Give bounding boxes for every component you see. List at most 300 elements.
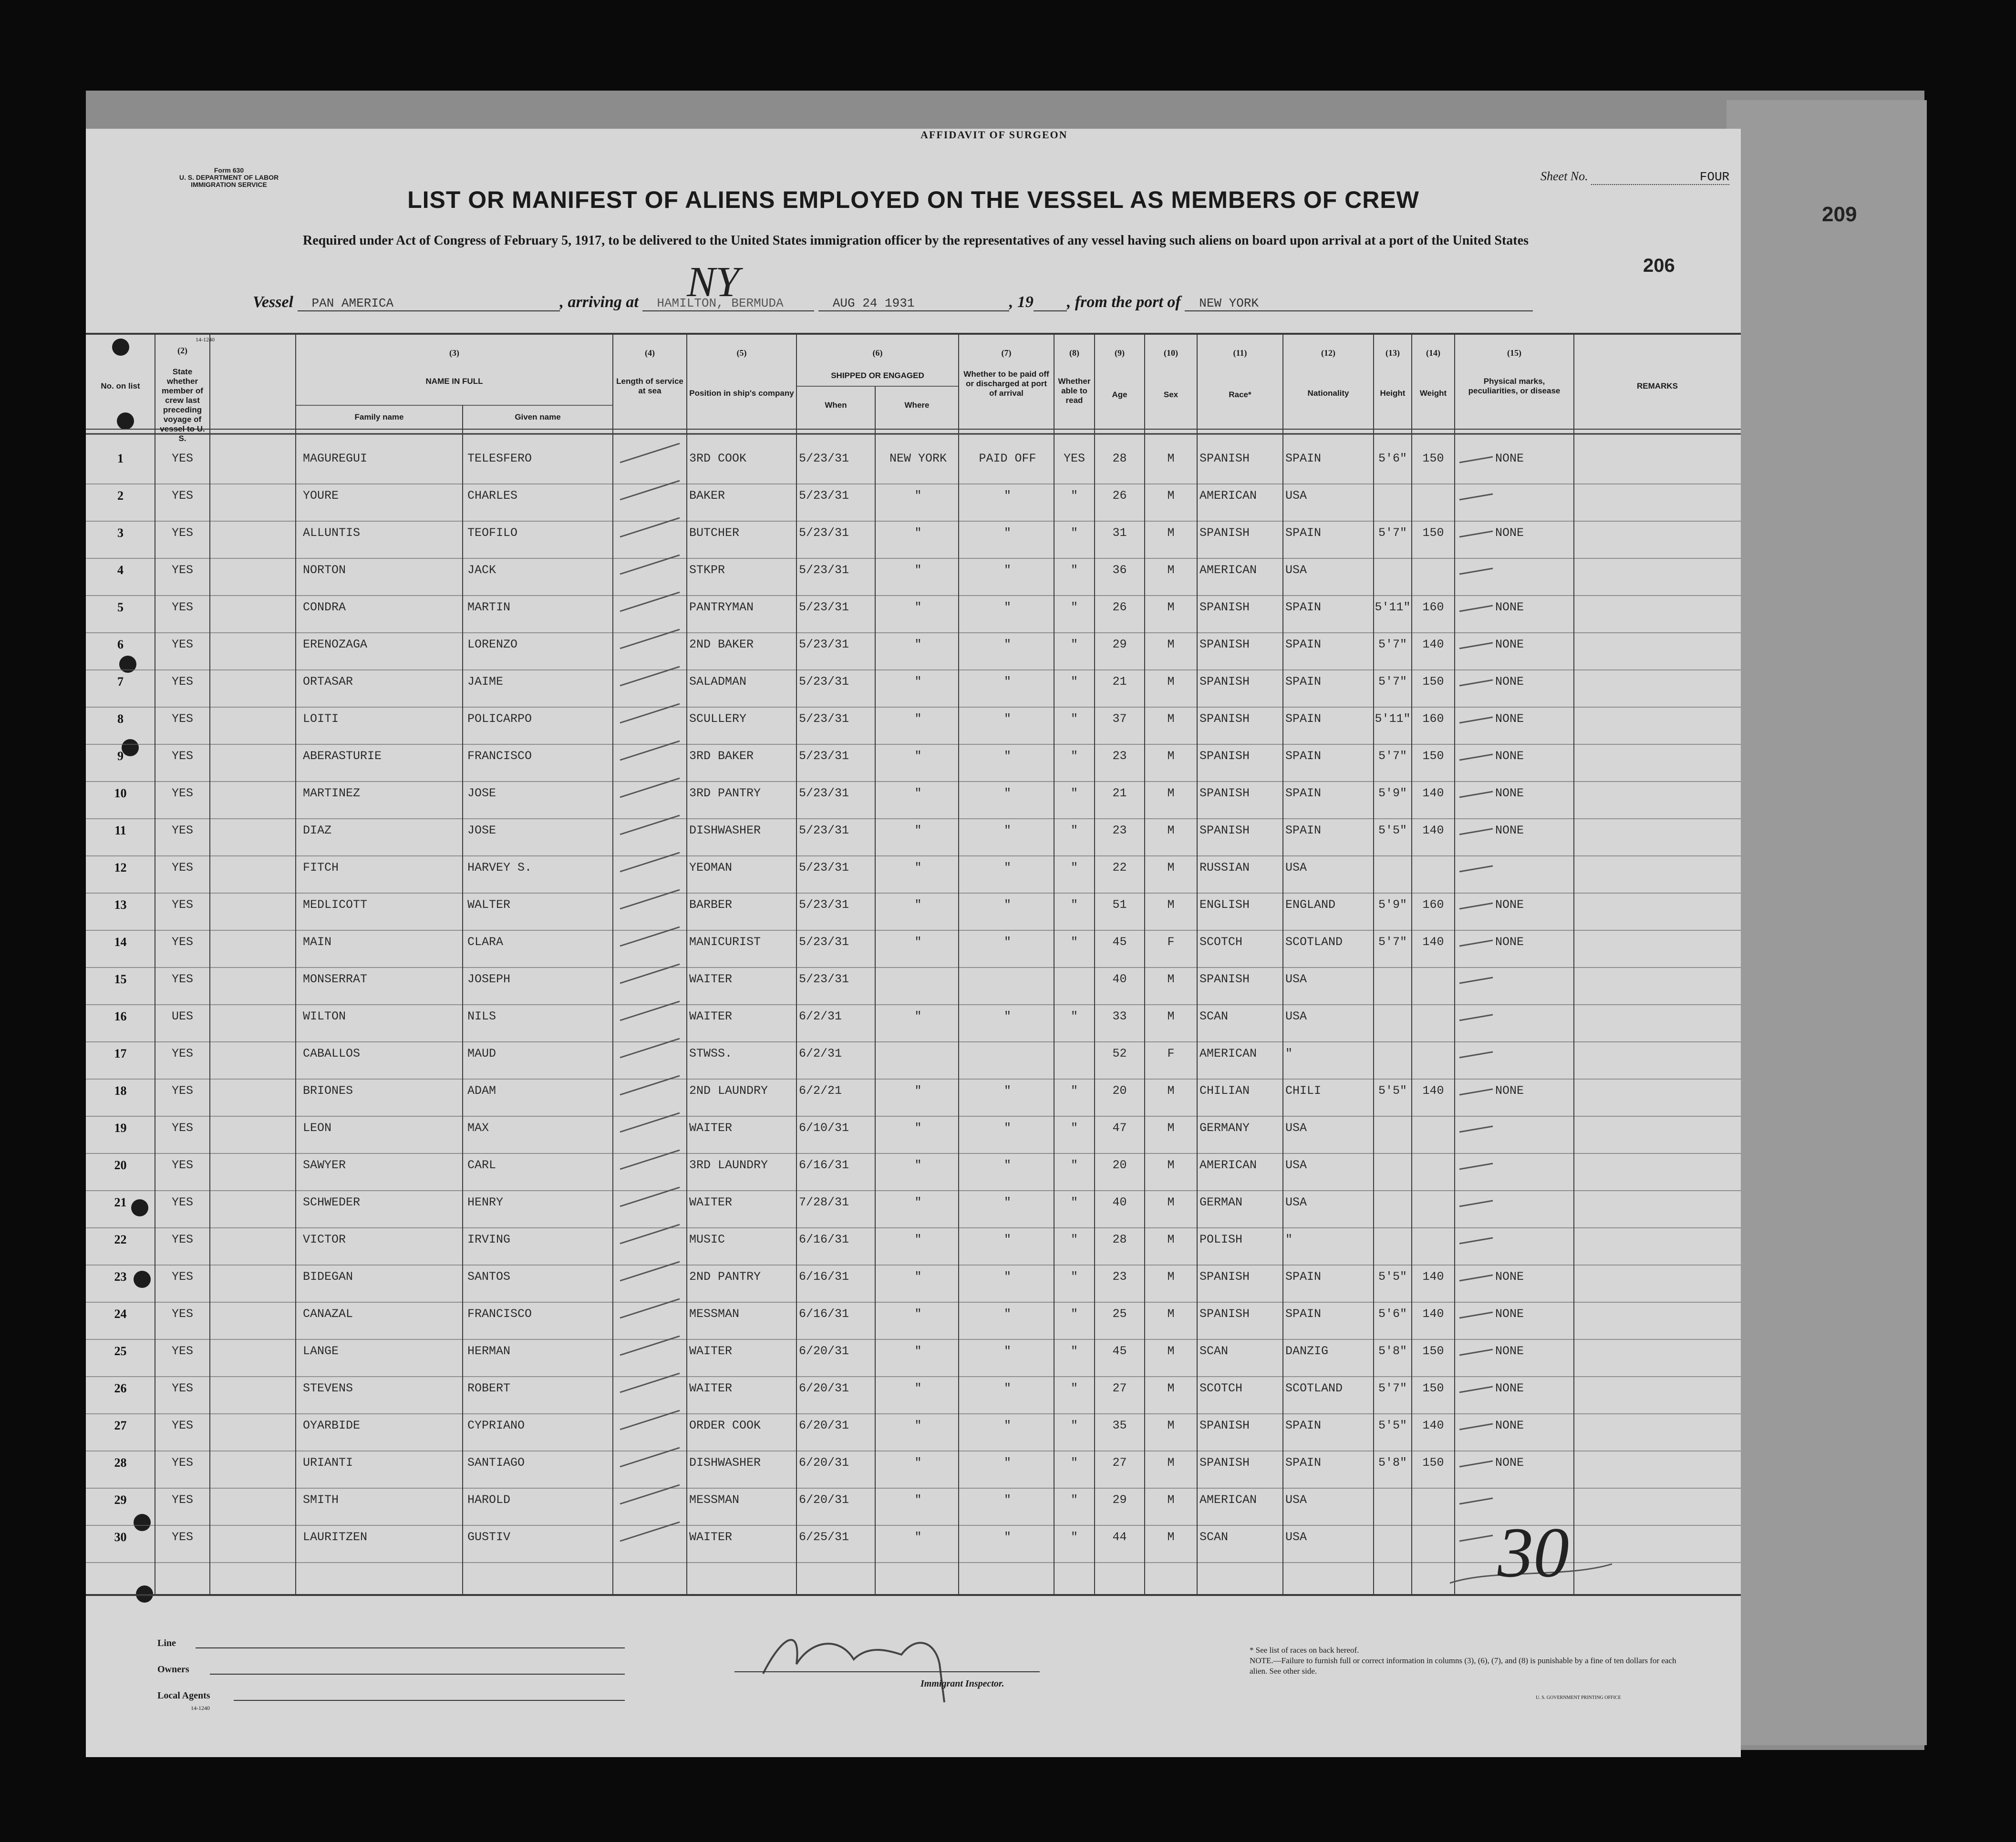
cell-age: 27 [1112,1456,1127,1470]
cell-paid: " [1003,1195,1011,1209]
cell-sex: M [1167,1456,1175,1470]
cell-read: " [1070,786,1078,800]
cell-paid: " [1003,675,1011,689]
table-row [86,515,1741,553]
cell-position: STWSS. [689,1047,733,1060]
cell-nat: SPAIN [1285,1419,1322,1432]
table-row [86,962,1741,999]
cell-prev: YES [171,1381,193,1395]
cell-where: " [914,861,922,875]
col13-number: (13) [1385,348,1400,358]
cell-no: 13 [114,898,127,912]
cell-nat: SPAIN [1285,786,1322,800]
manifest-sheet [86,129,1741,1757]
cell-where: " [914,638,922,651]
cell-sex: M [1167,786,1175,800]
cell-given: JAIME [467,675,504,689]
cell-position: WAITER [689,972,733,986]
cell-where: " [914,712,922,726]
cell-read: " [1070,1009,1078,1023]
cell-no: 9 [117,749,124,763]
cell-when: 6/20/31 [799,1419,849,1432]
cell-height: 5'5" [1378,1084,1407,1098]
table-row [86,999,1741,1036]
cell-sex: M [1167,1344,1175,1358]
cell-where: " [914,1270,922,1284]
footer-note-star: * See list of races on back hereof. [1250,1646,1359,1655]
table-row [86,1073,1741,1111]
arriving-port: HAMILTON, BERMUDA [642,296,814,311]
cell-race: CHILIAN [1199,1084,1250,1098]
cell-nat: ENGLAND [1285,898,1336,912]
cell-paid: " [1003,1307,1011,1321]
cell-given: MAX [467,1121,489,1135]
cell-family: SMITH [303,1493,339,1507]
col2-header: State whether member of crew last preceding voyage of vessel to U. S. [160,367,205,443]
cell-when: 5/23/31 [799,600,849,614]
col3-number: (3) [449,348,459,358]
cell-family: LEON [303,1121,332,1135]
cell-where: " [914,1307,922,1321]
cell-given: HARVEY S. [467,861,532,875]
cell-family: CANAZAL [303,1307,353,1321]
col6-header: SHIPPED OR ENGAGED [831,371,924,380]
cell-nat: SPAIN [1285,638,1322,651]
table-row [86,664,1741,701]
cell-race: SCOTCH [1199,1381,1243,1395]
cell-where: " [914,1381,922,1395]
table-row [86,1445,1741,1482]
cell-nat: CHILI [1285,1084,1322,1098]
cell-nat: USA [1285,1493,1307,1507]
cell-age: 28 [1112,452,1127,465]
cell-age: 33 [1112,1009,1127,1023]
cell-weight: 160 [1422,898,1444,912]
cell-age: 23 [1112,749,1127,763]
cell-prev: YES [171,1493,193,1507]
cell-given: ADAM [467,1084,496,1098]
cell-prev: YES [171,712,193,726]
cell-family: MONSERRAT [303,972,368,986]
cell-when: 6/2/21 [799,1084,842,1098]
col12-number: (12) [1321,348,1335,358]
cell-age: 47 [1112,1121,1127,1135]
cell-race: SPANISH [1199,1456,1250,1470]
cell-family: MEDLICOTT [303,898,368,912]
cell-age: 45 [1112,1344,1127,1358]
cell-paid: " [1003,712,1011,726]
cell-given: POLICARPO [467,712,532,726]
cell-weight: 140 [1422,823,1444,837]
cell-nat: USA [1285,1530,1307,1544]
cell-when: 5/23/31 [799,712,849,726]
cell-family: LAURITZEN [303,1530,368,1544]
cell-position: WAITER [689,1381,733,1395]
cell-given: JOSE [467,786,496,800]
cell-prev: YES [171,526,193,540]
cell-race: AMERICAN [1199,1158,1257,1172]
cell-position: 2ND LAUNDRY [689,1084,768,1098]
col15-number: (15) [1507,348,1521,358]
cell-position: 3RD LAUNDRY [689,1158,768,1172]
col14-header: Weight [1419,389,1447,398]
cell-no: 27 [114,1419,127,1432]
cell-paid: " [1003,1530,1011,1544]
cell-where: " [914,786,922,800]
cell-position: 3RD BAKER [689,749,754,763]
cell-race: ENGLISH [1199,898,1250,912]
cell-height: 5'9" [1378,898,1407,912]
cell-given: FRANCISCO [467,749,532,763]
cell-read: YES [1063,452,1085,465]
cell-no: 11 [114,823,126,837]
cell-weight: 140 [1422,786,1444,800]
cell-when: 6/20/31 [799,1456,849,1470]
col3-family-header: Family name [354,412,404,422]
cell-no: 20 [114,1158,127,1172]
cell-prev: YES [171,1456,193,1470]
vessel-label: Vessel [253,293,293,311]
handwritten-mark: NY [687,258,740,306]
cell-paid: " [1003,1344,1011,1358]
col4-header: Length of service at sea [616,377,683,395]
cell-paid: " [1003,749,1011,763]
col10-number: (10) [1164,348,1178,358]
vessel-name: PAN AMERICA [298,296,560,311]
cell-position: 3RD COOK [689,452,747,465]
cell-paid: " [1003,898,1011,912]
cell-no: 17 [114,1047,127,1060]
cell-weight: 140 [1422,638,1444,651]
cell-weight: 140 [1422,1307,1444,1321]
cell-given: SANTIAGO [467,1456,525,1470]
cell-family: MAGUREGUI [303,452,368,465]
cell-prev: YES [171,1419,193,1432]
cell-position: MESSMAN [689,1493,740,1507]
cell-sex: M [1167,1530,1175,1544]
cell-sex: M [1167,1158,1175,1172]
cell-race: SPANISH [1199,972,1250,986]
cell-no: 15 [114,972,127,986]
agents-fill [234,1700,625,1701]
cell-position: BUTCHER [689,526,740,540]
cell-paid: " [1003,786,1011,800]
cell-where: " [914,1530,922,1544]
sheet-number-label: Sheet No. [1540,169,1588,183]
cell-read: " [1070,600,1078,614]
cell-position: YEOMAN [689,861,733,875]
cell-no: 23 [114,1270,127,1284]
cell-marks: NONE [1495,823,1524,837]
cell-given: CHARLES [467,489,518,503]
page-title: LIST OR MANIFEST OF ALIENS EMPLOYED ON THE VESSEL AS MEMBERS OF CREW [407,186,1419,213]
cell-height: 5'8" [1378,1456,1407,1470]
cell-nat: USA [1285,1158,1307,1172]
cell-position: WAITER [689,1009,733,1023]
cell-position: 2ND PANTRY [689,1270,761,1284]
cell-age: 23 [1112,823,1127,837]
cell-where: " [914,563,922,577]
cell-position: DISHWASHER [689,1456,761,1470]
cell-sex: M [1167,1493,1175,1507]
cell-read: " [1070,563,1078,577]
cell-marks: NONE [1495,712,1524,726]
cell-position: WAITER [689,1121,733,1135]
cell-given: JACK [467,563,496,577]
cell-paid: " [1003,935,1011,949]
cell-prev: YES [171,1270,193,1284]
cell-when: 5/23/31 [799,749,849,763]
cell-height: 5'11" [1375,712,1411,726]
cell-when: 5/23/31 [799,638,849,651]
arrival-date: AUG 24 1931 [818,296,1009,311]
page-subtitle: Required under Act of Congress of February 5, 1917, to be delivered to the United States immigration officer by the representatives of any vessel having such aliens on board upon arrival at a port of the United States [303,233,1529,248]
cell-paid: " [1003,1233,1011,1246]
table-row [86,1371,1741,1408]
cell-given: LORENZO [467,638,518,651]
cell-race: SPANISH [1199,526,1250,540]
cell-marks: NONE [1495,1084,1524,1098]
cell-no: 28 [114,1456,127,1470]
total-count-mark: 30 [1498,1513,1569,1592]
cell-position: MANICURIST [689,935,761,949]
cell-marks: NONE [1495,638,1524,651]
cell-family: ABERASTURIE [303,749,382,763]
from-port-label: , from the port of [1066,293,1181,311]
cell-where: " [914,489,922,503]
cell-when: 5/23/31 [799,526,849,540]
cell-when: 6/20/31 [799,1381,849,1395]
cell-when: 6/16/31 [799,1307,849,1321]
cell-position: BARBER [689,898,733,912]
cell-where: " [914,1419,922,1432]
cell-position: SALADMAN [689,675,747,689]
cell-prev: YES [171,1047,193,1060]
table-row [86,1297,1741,1334]
col3-header: NAME IN FULL [425,377,483,386]
cell-sex: M [1167,1233,1175,1246]
cell-nat: USA [1285,861,1307,875]
cell-marks: NONE [1495,1456,1524,1470]
cell-nat: SPAIN [1285,1270,1322,1284]
cell-position: WAITER [689,1530,733,1544]
cell-paid: " [1003,563,1011,577]
table-row [86,1185,1741,1222]
cell-no: 12 [114,861,127,875]
cell-no: 7 [117,675,124,689]
cell-position: PANTRYMAN [689,600,754,614]
cell-given: SANTOS [467,1270,511,1284]
col13-header: Height [1380,389,1406,398]
cell-marks: NONE [1495,749,1524,763]
cell-height: 5'7" [1378,749,1407,763]
service: IMMIGRATION SERVICE [191,181,267,188]
cell-paid: " [1003,1084,1011,1098]
cell-paid: PAID OFF [979,452,1036,465]
cell-where: " [914,1121,922,1135]
cell-when: 5/23/31 [799,823,849,837]
cell-nat: SPAIN [1285,823,1322,837]
page-number-inner: 206 [1643,255,1675,276]
cell-nat: USA [1285,972,1307,986]
cell-height: 5'5" [1378,823,1407,837]
cell-weight: 140 [1422,1419,1444,1432]
cell-marks: NONE [1495,526,1524,540]
cell-when: 5/23/31 [799,489,849,503]
cell-family: WILTON [303,1009,346,1023]
cell-paid: " [1003,823,1011,837]
cell-weight: 150 [1422,675,1444,689]
cell-weight: 160 [1422,600,1444,614]
cell-race: GERMANY [1199,1121,1250,1135]
line-label: Line [157,1638,176,1648]
cell-no: 1 [117,452,124,465]
cell-family: VICTOR [303,1233,346,1246]
cell-prev: YES [171,1158,193,1172]
cell-age: 40 [1112,972,1127,986]
cell-read: " [1070,1270,1078,1284]
cell-read: " [1070,898,1078,912]
cell-age: 23 [1112,1270,1127,1284]
cell-race: AMERICAN [1199,489,1257,503]
form-number: Form 630 [214,166,244,174]
col2-number: (2) [177,346,187,355]
cell-when: 6/2/31 [799,1047,842,1060]
footer-note-text: NOTE.—Failure to furnish full or correct information in columns (3), (6), (7), and (8) is punishable by a fine of ten dollars for each alien. See other side. [1250,1656,1676,1676]
table-row [86,887,1741,925]
cell-sex: M [1167,1307,1175,1321]
table-row [86,590,1741,627]
cell-weight: 150 [1422,749,1444,763]
cell-prev: YES [171,1344,193,1358]
cell-weight: 150 [1422,1381,1444,1395]
cell-sex: M [1167,712,1175,726]
cell-marks: NONE [1495,935,1524,949]
cell-prev: YES [171,786,193,800]
table-row [86,701,1741,739]
cell-where: " [914,935,922,949]
owners-label: Owners [157,1664,189,1675]
cell-no: 30 [114,1530,127,1544]
cell-prev: YES [171,1530,193,1544]
cell-when: 5/23/31 [799,563,849,577]
cell-family: CABALLOS [303,1047,361,1060]
cell-no: 18 [114,1084,127,1098]
col14-number: (14) [1426,348,1440,358]
cell-read: " [1070,1195,1078,1209]
owners-fill [210,1674,625,1675]
cell-height: 5'5" [1378,1419,1407,1432]
cell-nat: USA [1285,563,1307,577]
cell-marks: NONE [1495,1344,1524,1358]
printer-line: U. S. GOVERNMENT PRINTING OFFICE [1536,1695,1621,1700]
col10-header: Sex [1163,390,1179,399]
cell-height: 5'6" [1378,452,1407,465]
cell-read: " [1070,1530,1078,1544]
inspector-signature [744,1607,1030,1717]
cell-no: 8 [117,712,124,726]
cell-prev: YES [171,935,193,949]
cell-family: MARTINEZ [303,786,361,800]
cell-given: HAROLD [467,1493,511,1507]
cell-race: SPANISH [1199,452,1250,465]
cell-sex: M [1167,898,1175,912]
table-row [86,1036,1741,1073]
cell-sex: M [1167,489,1175,503]
cell-prev: YES [171,1233,193,1246]
col5-number: (5) [736,348,747,358]
cell-age: 26 [1112,600,1127,614]
cell-race: AMERICAN [1199,563,1257,577]
cell-prev: YES [171,1121,193,1135]
cell-race: SPANISH [1199,638,1250,651]
cell-race: SPANISH [1199,600,1250,614]
cell-prev: YES [171,452,193,465]
cell-no: 3 [117,526,124,540]
cell-age: 26 [1112,489,1127,503]
cell-race: SPANISH [1199,786,1250,800]
cell-given: MAUD [467,1047,496,1060]
cell-given: HENRY [467,1195,504,1209]
cell-read: " [1070,526,1078,540]
cell-where: " [914,1195,922,1209]
cell-when: 5/23/31 [799,935,849,949]
cell-age: 20 [1112,1158,1127,1172]
cell-given: MARTIN [467,600,511,614]
cell-family: URIANTI [303,1456,353,1470]
cell-family: SCHWEDER [303,1195,361,1209]
cell-read: " [1070,1493,1078,1507]
cell-where: " [914,898,922,912]
cell-given: ROBERT [467,1381,511,1395]
cell-marks: NONE [1495,452,1524,465]
cell-when: 5/23/31 [799,972,849,986]
cell-where: " [914,1009,922,1023]
cell-family: FITCH [303,861,339,875]
cell-given: HERMAN [467,1344,511,1358]
cell-when: 6/20/31 [799,1344,849,1358]
table-row [86,1222,1741,1259]
cell-family: ERENOZAGA [303,638,368,651]
table-row [86,739,1741,776]
col6-where-header: Where [904,401,930,410]
cell-family: MAIN [303,935,332,949]
cell-sex: F [1167,935,1175,949]
cell-height: 5'9" [1378,786,1407,800]
cell-marks: NONE [1495,786,1524,800]
cell-nat: SCOTLAND [1285,1381,1343,1395]
department: U. S. DEPARTMENT OF LABOR [179,174,279,181]
cell-given: JOSEPH [467,972,511,986]
cell-prev: YES [171,1195,193,1209]
cell-age: 28 [1112,1233,1127,1246]
cell-no: 24 [114,1307,127,1321]
cell-read: " [1070,1084,1078,1098]
page-number-outer: 209 [1822,203,1857,226]
table-row [86,627,1741,664]
cell-no: 19 [114,1121,127,1135]
cell-when: 6/2/31 [799,1009,842,1023]
cell-nat: SPAIN [1285,1307,1322,1321]
cell-where: " [914,526,922,540]
cell-no: 5 [117,600,124,614]
col9-number: (9) [1115,348,1125,358]
cell-paid: " [1003,489,1011,503]
col3-given-header: Given name [515,412,561,422]
cell-family: YOURE [303,489,339,503]
cell-marks: NONE [1495,898,1524,912]
cell-race: SCOTCH [1199,935,1243,949]
